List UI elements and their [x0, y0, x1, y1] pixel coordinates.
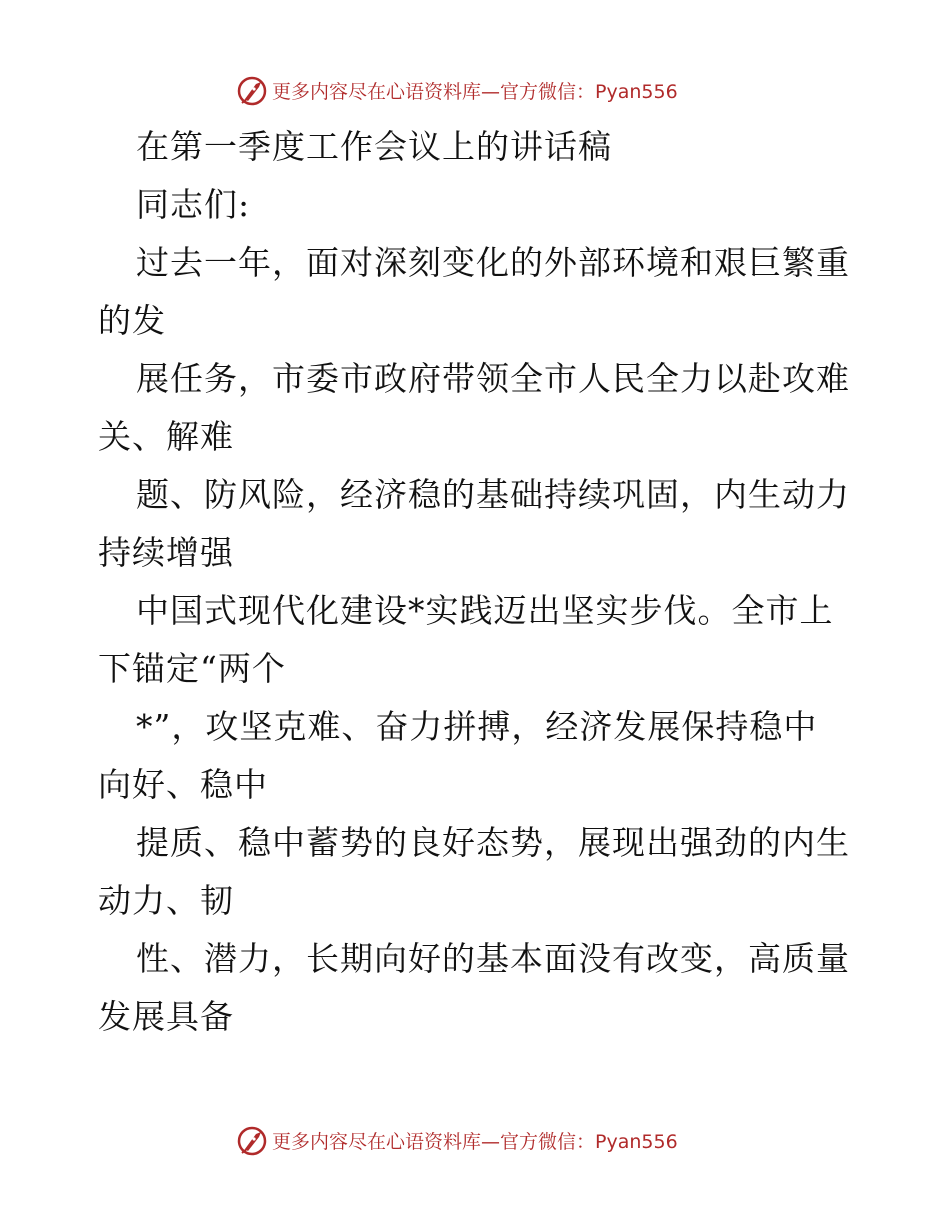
document-body: [98, 118, 858, 1046]
banner-wechat-text: 官方微信：Pyan556: [500, 80, 678, 103]
paragraph-line: 下锚定“两个: [98, 649, 286, 688]
banner-text: [272, 77, 678, 104]
paragraph-line: 向好、稳中: [98, 765, 268, 804]
paragraph-line: 性、潜力，长期向好的基本面没有改变，高质量: [136, 939, 850, 978]
pen-nib-logo-icon: [236, 1124, 268, 1156]
banner-separator: —: [481, 80, 501, 103]
document-title: 在第一季度工作会议上的讲话稿: [136, 127, 612, 166]
footer-banner: [236, 1122, 736, 1158]
pen-nib-logo-icon: [236, 74, 268, 106]
paragraph-line: 关、解难: [98, 417, 234, 456]
paragraph-line: 发展具备: [98, 997, 234, 1036]
banner-main-text: 更多内容尽在心语资料库: [272, 80, 482, 103]
paragraph-line: *”，攻坚克难、奋力拼搏，经济发展保持稳中: [136, 707, 818, 746]
banner-separator: —: [481, 1130, 501, 1153]
paragraph-line: 中国式现代化建设*实践迈出坚实步伐。全市上: [136, 591, 834, 630]
banner-text: [272, 1127, 678, 1154]
paragraph-line: 展任务，市委市政府带领全市人民全力以赴攻难: [136, 359, 850, 398]
paragraph-line: 持续增强: [98, 533, 234, 572]
paragraph-line: 提质、稳中蓄势的良好态势，展现出强劲的内生: [136, 823, 850, 862]
paragraph-line: 题、防风险，经济稳的基础持续巩固，内生动力: [136, 475, 850, 514]
banner-wechat-text: 官方微信：Pyan556: [500, 1130, 678, 1153]
paragraph-line: 过去一年，面对深刻变化的外部环境和艰巨繁重: [136, 243, 850, 282]
header-banner: [236, 72, 736, 108]
paragraph-line: 的发: [98, 301, 166, 340]
banner-main-text: 更多内容尽在心语资料库: [272, 1130, 482, 1153]
salutation: 同志们:: [136, 185, 251, 224]
paragraph-line: 动力、韧: [98, 881, 234, 920]
